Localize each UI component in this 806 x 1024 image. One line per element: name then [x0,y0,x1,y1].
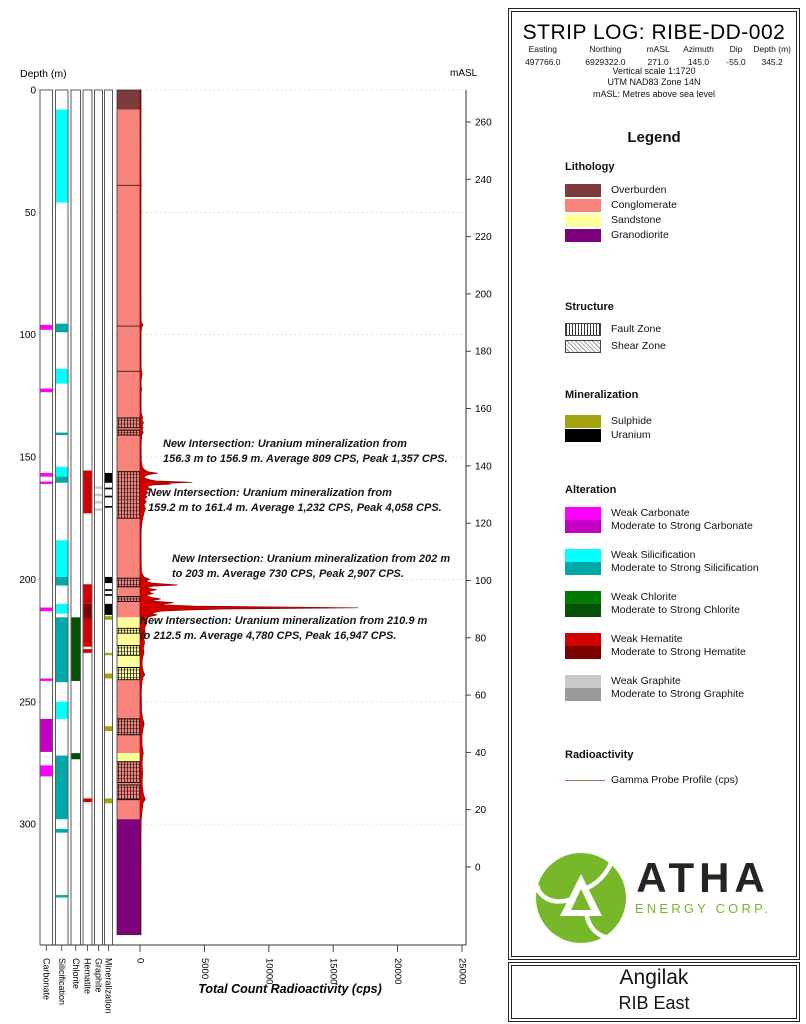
depth-axis [19,86,36,831]
legend-label: Moderate to Strong Carbonate [611,520,753,532]
depth-axis-title: Depth (m) [20,68,67,80]
legend-section-header: Structure [565,301,614,313]
legend-item [565,323,793,336]
legend-swatch [565,604,601,617]
intersection-annotation: New Intersection: Uranium mineralization from 210.9 m to 212.5 m. Average 4,780 CPS, Peak 16,947 CPS. [140,615,428,642]
legend-item [565,229,793,242]
legend-label: Weak Carbonate [611,507,690,519]
legend-swatch [565,633,601,646]
svg-text:20000: 20000 [392,958,404,985]
collar-field: Depth (m) 345.2 [753,44,791,67]
masl-axis [466,90,492,945]
legend-label: Shear Zone [611,340,666,352]
legend-label: Granodiorite [611,229,669,241]
legend-item [565,199,793,212]
project-name: Angilak [619,966,689,989]
svg-text:15000: 15000 [327,958,339,985]
lithology-column [117,90,141,935]
svg-text:Mineralization: Mineralization [103,958,114,1014]
legend-swatch [565,199,601,212]
gamma-line-swatch [565,780,605,781]
svg-text:Hematite: Hematite [82,958,93,995]
legend-section-header: Radioactivity [565,749,634,761]
legend-label: Fault Zone [611,323,662,335]
scale-note: mASL: Metres above sea level [592,88,716,99]
intersection-annotation: New Intersection: Uranium mineralization from 156.3 m to 156.9 m. Average 809 CPS, Peak 1,357 CPS. [163,438,448,465]
legend-label: Conglomerate [611,199,677,211]
collar-field: Easting 497766.0 [525,44,561,67]
svg-text:100: 100 [475,575,492,587]
intersection-annotation: New Intersection: Uranium mineralization from 159.2 m to 161.4 m. Average 1,232 CPS, Peak 4,058 CPS. [148,487,442,514]
svg-text:100: 100 [19,330,36,342]
legend-swatch [565,229,601,242]
svg-text:240: 240 [475,174,492,186]
legend-swatch [565,688,601,701]
svg-text:5000: 5000 [198,958,210,980]
legend-swatch [565,415,601,428]
legend-label: Sulphide [611,415,652,427]
legend-section-header: Alteration [565,484,617,496]
svg-text:160: 160 [475,404,492,416]
column-silicification [56,90,69,1005]
legend-section-header: Mineralization [565,389,639,401]
legend-item [565,184,793,197]
svg-text:120: 120 [475,518,492,530]
company-logo [517,842,791,954]
legend-section-lithology [565,161,793,244]
legend-swatch [565,562,601,575]
legend-swatch [565,507,601,520]
column-carbonate [40,90,53,1000]
scale-note: UTM NAD83 Zone 14N [607,77,701,88]
collar-table [515,43,793,69]
svg-text:150: 150 [19,452,36,464]
masl-axis-title: mASL [450,68,478,79]
legend-label: Gamma Probe Profile (cps) [611,774,739,786]
collar-field: Azimuth 145.0 [683,44,714,67]
column-graphite [94,90,104,993]
svg-text:300: 300 [19,819,36,831]
page-title: STRIP LOG: RIBE-DD-002 [522,21,786,44]
atha-logo-mark [534,851,626,943]
column-hematite [83,90,93,994]
svg-text:180: 180 [475,346,492,358]
legend-section-structure [565,301,793,357]
legend-label: Weak Hematite [611,633,683,645]
svg-text:25000: 25000 [456,958,468,985]
svg-text:Silicification: Silicification [56,958,67,1006]
legend-section-radioactivity [565,749,793,787]
legend-swatch [565,646,601,659]
svg-text:220: 220 [475,232,492,244]
svg-text:60: 60 [475,690,487,702]
svg-text:200: 200 [19,574,36,586]
scale-notes [509,66,799,100]
svg-text:260: 260 [475,117,492,129]
radioactivity-axis-title: Total Count Radioactivity (cps) [198,982,382,996]
legend-section-alteration [565,484,793,717]
legend-section-mineralization [565,389,793,443]
scale-note: Vertical scale 1:1720 [612,66,696,76]
legend-item [565,415,793,428]
svg-text:250: 250 [19,697,36,709]
svg-text:Graphite: Graphite [93,958,104,993]
svg-text:0: 0 [30,85,36,97]
legend-item [565,774,793,787]
legend-item [565,633,793,659]
collar-field: mASL 271.0 [646,44,670,67]
collar-field: Northing 6929322.0 [585,44,626,67]
svg-text:40: 40 [475,747,487,759]
legend-section-header: Lithology [565,161,615,173]
column-chlorite [71,90,81,989]
legend-label: Weak Chlorite [611,591,677,603]
area-name: RIB East [618,993,690,1013]
legend-swatch [565,675,601,688]
svg-text:50: 50 [24,207,36,219]
legend-title: Legend [627,129,681,146]
logo-subtitle-text: ENERGY CORP. [634,901,772,916]
collar-field: Dip -55.0 [726,44,746,67]
legend-item [565,549,793,575]
legend-item [565,591,793,617]
legend-swatch [565,520,601,533]
legend-swatch [565,214,601,227]
svg-text:200: 200 [475,289,492,301]
svg-text:80: 80 [475,633,487,645]
legend-label: Moderate to Strong Chlorite [611,604,740,616]
legend-swatch [565,591,601,604]
legend-label: Weak Graphite [611,675,681,687]
svg-text:0: 0 [134,958,146,964]
svg-text:20: 20 [475,805,487,817]
column-mineralization [104,90,114,1014]
legend-item [565,214,793,227]
legend-item [565,429,793,442]
svg-text:Chlorite: Chlorite [70,958,81,990]
title-block [508,962,800,1022]
legend-label: Moderate to Strong Silicification [611,562,759,574]
legend-label: Weak Silicification [611,549,696,561]
legend-swatch [565,429,601,442]
legend-item [565,675,793,701]
legend-label: Overburden [611,184,667,196]
legend-swatch [565,184,601,197]
legend-swatch [565,549,601,562]
logo-brand-text: ATHA [636,854,770,901]
svg-text:140: 140 [475,461,492,473]
info-panel [508,8,800,960]
legend-item [565,507,793,533]
svg-text:0: 0 [475,862,481,874]
legend-label: Moderate to Strong Hematite [611,646,746,658]
fault-pattern-swatch [565,323,601,336]
intersection-annotation: New Intersection: Uranium mineralization from 202 m to 203 m. Average 730 CPS, Peak 2,907 CPS. [172,553,451,580]
legend-label: Moderate to Strong Graphite [611,688,745,700]
legend-label: Uranium [611,429,651,441]
legend-label: Sandstone [611,214,662,226]
svg-text:Carbonate: Carbonate [41,958,52,1001]
shear-pattern-swatch [565,340,601,353]
legend-item [565,340,793,353]
svg-text:10000: 10000 [263,958,275,985]
